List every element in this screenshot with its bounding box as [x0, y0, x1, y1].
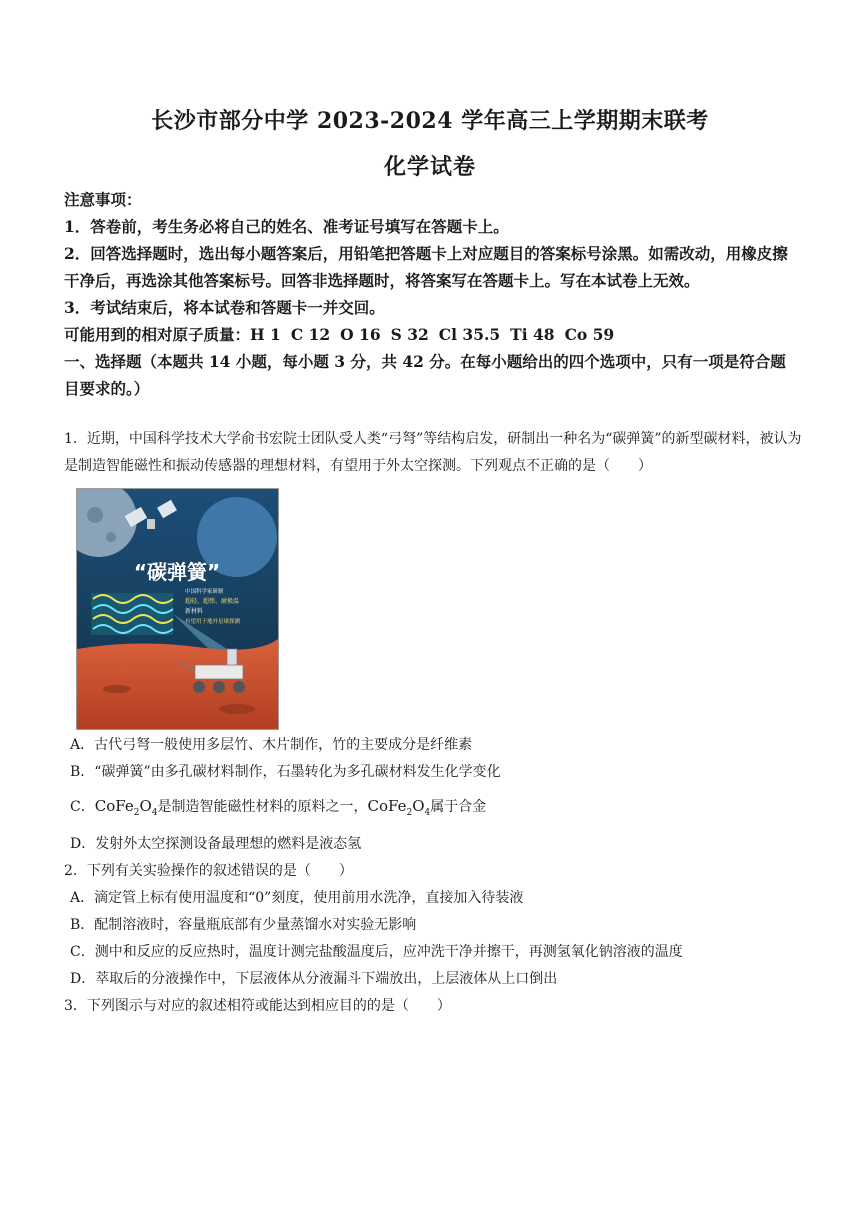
atomic-mass-s: S 32: [390, 325, 429, 344]
q1-option-a: A．古代弓弩一般使用多层竹、木片制作，竹的主要成分是纤维素: [70, 737, 473, 753]
note-item-2: 2．回答选择题时，选出每小题答案后，用铅笔把答题卡上对应题目的答案标号涂黑。如需改动，用橡皮擦干净后，再选涂其他答案标号。回答非选择题时，将答案写在答题卡上。写在本试卷上无效。: [64, 244, 788, 290]
atomic-mass-cl: Cl 35.5: [438, 325, 501, 344]
atomic-masses: [64, 321, 796, 348]
question-3-text: 3．下列图示与对应的叙述相符或能达到相应目的的是（ ）: [64, 998, 451, 1014]
poster-line-2: 超轻、超弹、耐极温: [185, 598, 240, 605]
atomic-mass-co: Co 59: [564, 325, 615, 344]
poster-line-4: 有望用于地外星球探测: [185, 619, 241, 625]
carbon-spring-poster-image: [76, 488, 279, 730]
atomic-masses-label: 可能用到的相对原子质量：: [64, 325, 251, 344]
q1-option-d: D．发射外太空探测设备最理想的燃料是液态氢: [70, 836, 362, 852]
atomic-mass-o: O 16: [340, 325, 381, 344]
question-2-text: 2．下列有关实验操作的叙述错误的是（ ）: [64, 863, 353, 879]
q2-option-b: B．配制溶液时，容量瓶底部有少量蒸馏水对实验无影响: [70, 917, 417, 933]
q1-option-c-mid: 是制造智能磁性材料的原料之一，: [157, 799, 368, 815]
formula-cofe2o4-2: $CoFe_2O_4$: [367, 797, 431, 818]
q1-option-b: B．“碳弹簧”由多孔碳材料制作，石墨转化为多孔碳材料发生化学变化: [70, 764, 501, 780]
poster-line-3: 新材料: [185, 608, 204, 615]
mars-ground: [77, 639, 278, 729]
atomic-mass-ti: Ti 48: [510, 325, 555, 344]
exam-title: 长沙市部分中学 2023-2024 学年高三上学期期末联考: [151, 108, 709, 134]
q1-option-c-prefix: C．: [70, 799, 95, 815]
question-1-stem: [64, 426, 804, 480]
poster-title: “碳弹簧”: [133, 560, 221, 584]
note-item-1: 1．答卷前，考生务必将自己的姓名、准考证号填写在答题卡上。: [64, 217, 509, 236]
note-item-3: 3．考试结束后，将本试卷和答题卡一并交回。: [64, 298, 385, 317]
notes-heading: 注意事项：: [64, 190, 142, 209]
q2-option-c: C．测中和反应的反应热时，温度计测完盐酸温度后，应冲洗干净并擦干，再测氢氧化钠溶液的温度: [70, 944, 683, 960]
poster-line-1: 中国科学家研制: [185, 589, 224, 595]
question-1-text: 1．近期，中国科学技术大学俞书宏院士团队受人类“弓弩”等结构启发，研制出一种名为“碳弹簧”的新型碳材料，被认为是制造智能磁性和振动传感器的理想材料，有望用于外太空探测。下列观点不正确的是（ ）: [64, 431, 802, 474]
atomic-mass-h: H 1: [250, 325, 281, 344]
atomic-mass-c: C 12: [290, 325, 331, 344]
exam-subject: 化学试卷: [383, 154, 476, 180]
formula-cofe2o4-1: $CoFe_2O_4$: [94, 797, 158, 818]
q1-option-c: [70, 796, 486, 818]
section1-heading: 一、选择题（本题共 14 小题，每小题 3 分，共 42 分。在每小题给出的四个选项中，只有一项是符合题目要求的。）: [64, 352, 786, 398]
notes-block: [64, 186, 796, 402]
carbon-spring-graphic: [91, 593, 173, 635]
q2-option-a: A．滴定管上标有使用温度和“0”刻度，使用前用水洗净，直接加入待装液: [70, 890, 524, 906]
q2-option-d: D．萃取后的分液操作中，下层液体从分液漏斗下端放出，上层液体从上口倒出: [70, 971, 558, 987]
q1-option-c-suffix: 属于合金: [430, 799, 487, 815]
